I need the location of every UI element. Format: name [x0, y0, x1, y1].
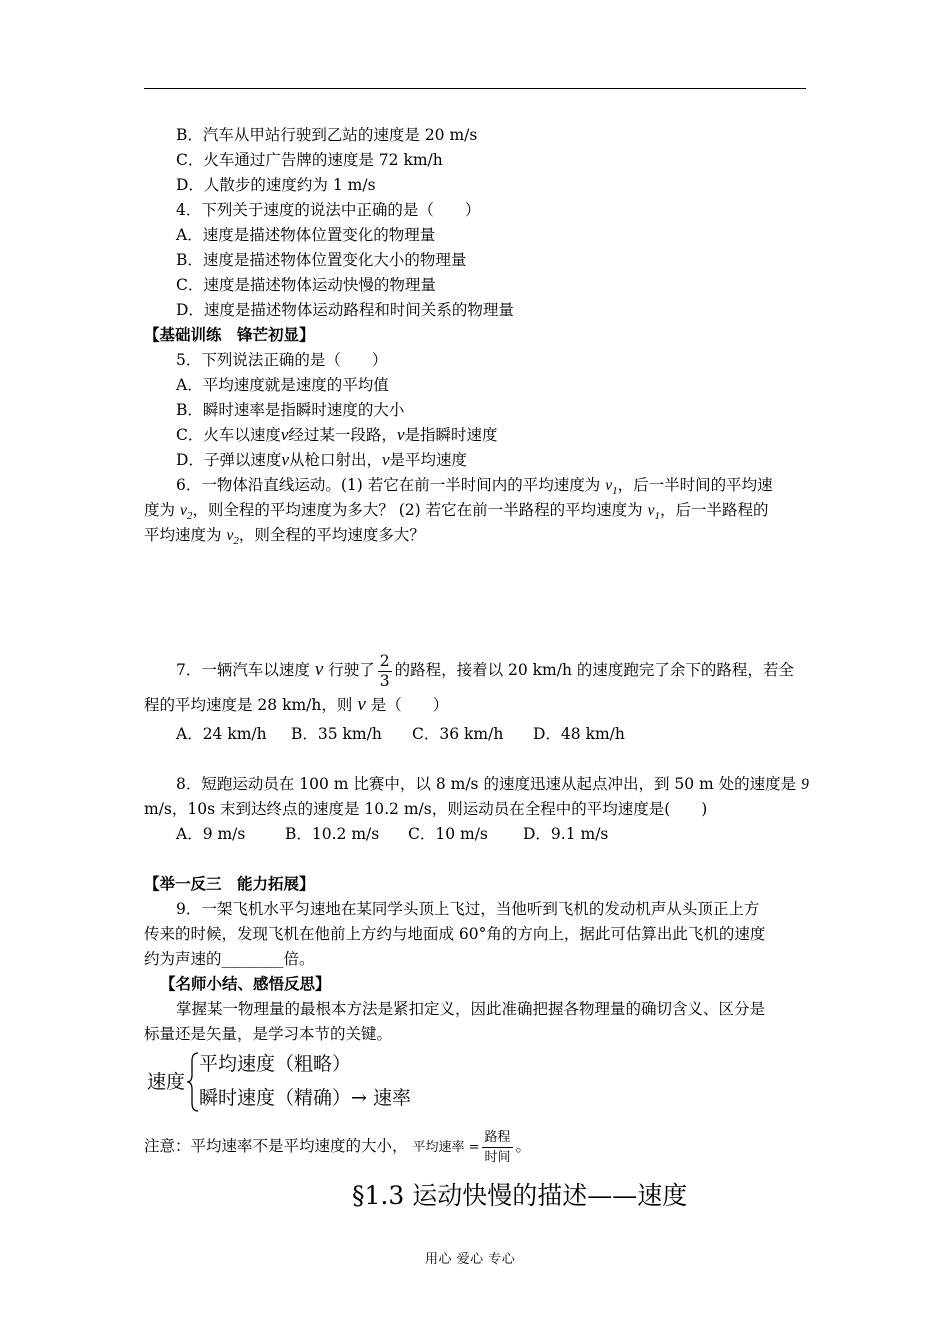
q7-text: 程的平均速度是 28 km/h，则	[144, 696, 353, 714]
q6-text: 度为	[144, 501, 180, 519]
diagram-instant-velocity: 瞬时速度（精确）	[199, 1087, 352, 1109]
q6-line-2	[144, 499, 768, 527]
section-title: §1.3 运动快慢的描述——速度	[352, 1181, 688, 1210]
velocity-symbol: v	[314, 659, 324, 680]
section-summary-heading: 【名师小结、感悟反思】	[160, 975, 331, 993]
page-footer: 用心 爱心 专心	[425, 1252, 516, 1267]
q7-option-d: D．48 km/h	[533, 725, 625, 743]
right-arrow-icon: →	[351, 1087, 367, 1109]
velocity-symbol: v	[396, 425, 405, 444]
note-end: 。	[515, 1137, 532, 1155]
q6-text: 平均速度为	[144, 526, 227, 544]
q9-line-1: 9．一架飞机水平匀速地在某同学头顶上飞过，当他听到飞机的发动机声从头顶正上方	[176, 900, 760, 918]
q4-option-a: A．速度是描述物体位置变化的物理量	[176, 226, 436, 244]
curly-brace-icon	[186, 1051, 200, 1113]
v1-symbol: $v_1$	[647, 502, 660, 523]
velocity-symbol: v	[281, 450, 289, 469]
velocity-symbol: v	[280, 425, 289, 444]
q8-text: 8．短跑运动员在 100 m 比赛中，以 8 m/s 的速度迅速从起点冲出，到 50 m 处的速度是	[176, 775, 802, 793]
velocity-symbol: v	[357, 694, 366, 715]
v2-symbol: $v_2$	[226, 527, 239, 548]
q5-option-c	[176, 424, 498, 446]
q4-stem: 4．下列关于速度的说法中正确的是（ ）	[176, 201, 481, 219]
q4-option-d: D．速度是描述物体运动路程和时间关系的物理量	[176, 301, 514, 319]
summary-line-1: 掌握某一物理量的最根本方法是紧扣定义，因此准确把握各物理量的确切含义、区分是	[176, 1000, 766, 1018]
header-rule	[144, 88, 806, 89]
q8-value-nine: 9	[801, 776, 809, 793]
q8-option-a: A．9 m/s	[176, 825, 246, 843]
q3-option-c: C．火车通过广告牌的速度是 72 km/h	[176, 151, 443, 169]
note-line	[144, 1124, 531, 1170]
q7-text: 7．一辆汽车以速度	[176, 661, 310, 679]
q6-text: ，则全程的平均速度多大？	[238, 526, 425, 544]
q5-c-part1: C．火车以速度	[176, 426, 281, 444]
section-extension-heading: 【举一反三 能力拓展】	[144, 875, 315, 893]
diagram-instant-velocity-row	[199, 1086, 411, 1110]
q8-option-d: D．9.1 m/s	[523, 825, 609, 843]
q5-c-part3: 是指瞬时速度	[404, 426, 498, 444]
q7-option-c: C．36 km/h	[412, 725, 504, 743]
q6-text: ，则全程的平均速度为多大？ (2) 若它在前一半路程的平均速度为	[192, 501, 648, 519]
q7-line-2	[144, 694, 448, 716]
q4-option-c: C．速度是描述物体运动快慢的物理量	[176, 276, 436, 294]
q3-option-b: B．汽车从甲站行驶到乙站的速度是 20 m/s	[176, 126, 478, 144]
q5-d-part2: 从枪口射出，	[288, 451, 382, 469]
v2-symbol: $v_2$	[179, 502, 193, 523]
q5-d-part3: 是平均速度	[389, 451, 468, 469]
q6-line-1	[176, 474, 773, 502]
q3-option-d: D．人散步的速度约为 1 m/s	[176, 176, 376, 194]
q7-option-b: B．35 km/h	[291, 725, 382, 743]
q5-option-a: A．平均速度就是速度的平均值	[176, 376, 389, 394]
q6-text: ，后一半路程的	[659, 501, 769, 519]
diagram-average-velocity: 平均速度（粗略）	[199, 1053, 352, 1075]
velocity-symbol: v	[382, 450, 390, 469]
q5-stem: 5．下列说法正确的是（ ）	[176, 351, 388, 369]
v1-symbol: $v_1$	[605, 477, 618, 498]
diagram-speed: 速率	[372, 1087, 411, 1109]
q7-text: 的路程，接着以 20 km/h 的速度跑完了余下的路程，若全	[394, 661, 794, 679]
q5-d-part1: D．子弹以速度	[176, 451, 282, 469]
section-basic-heading: 【基础训练 锋芒初显】	[144, 326, 315, 344]
q7-option-a: A．24 km/h	[176, 725, 267, 743]
formula-lhs: 平均速率 =	[412, 1140, 480, 1155]
summary-line-2: 标量还是矢量，是学习本节的关键。	[144, 1025, 393, 1043]
q9-line-2: 传来的时候，发现飞机在他前上方约与地面成 60°角的方向上，据此可估算出此飞机的速度	[144, 925, 766, 943]
fraction-two-thirds: $\frac{2}{3}$	[379, 651, 390, 690]
q8-line-2: m/s，10s 末到达终点的速度是 10.2 m/s，则运动员在全程中的平均速度是( )	[144, 800, 708, 818]
q7-text: 是（ ）	[370, 696, 449, 714]
q6-line-3	[144, 524, 425, 552]
q7-line-1	[176, 648, 794, 692]
q7-text: 行驶了	[328, 661, 375, 679]
q9-line-3: 约为声速的________倍。	[144, 950, 315, 968]
diagram-root-label: 速度	[147, 1071, 186, 1093]
q8-option-c: C．10 m/s	[408, 825, 488, 843]
formula-fraction: $\frac{\text{路程}}{\text{时间}}$	[484, 1129, 511, 1165]
q5-option-b: B．瞬时速率是指瞬时速度的大小	[176, 401, 405, 419]
q6-text: 6．一物体沿直线运动。(1) 若它在前一半时间内的平均速度为	[176, 476, 606, 494]
q5-c-part2: 经过某一段路，	[288, 426, 397, 444]
q5-option-d	[176, 449, 467, 471]
q6-text: ，后一半时间的平均速	[617, 476, 773, 494]
q8-line-1	[176, 773, 809, 796]
q4-option-b: B．速度是描述物体位置变化大小的物理量	[176, 251, 467, 269]
note-text: 注意：平均速率不是平均速度的大小，	[144, 1137, 408, 1155]
q8-option-b: B．10.2 m/s	[285, 825, 380, 843]
